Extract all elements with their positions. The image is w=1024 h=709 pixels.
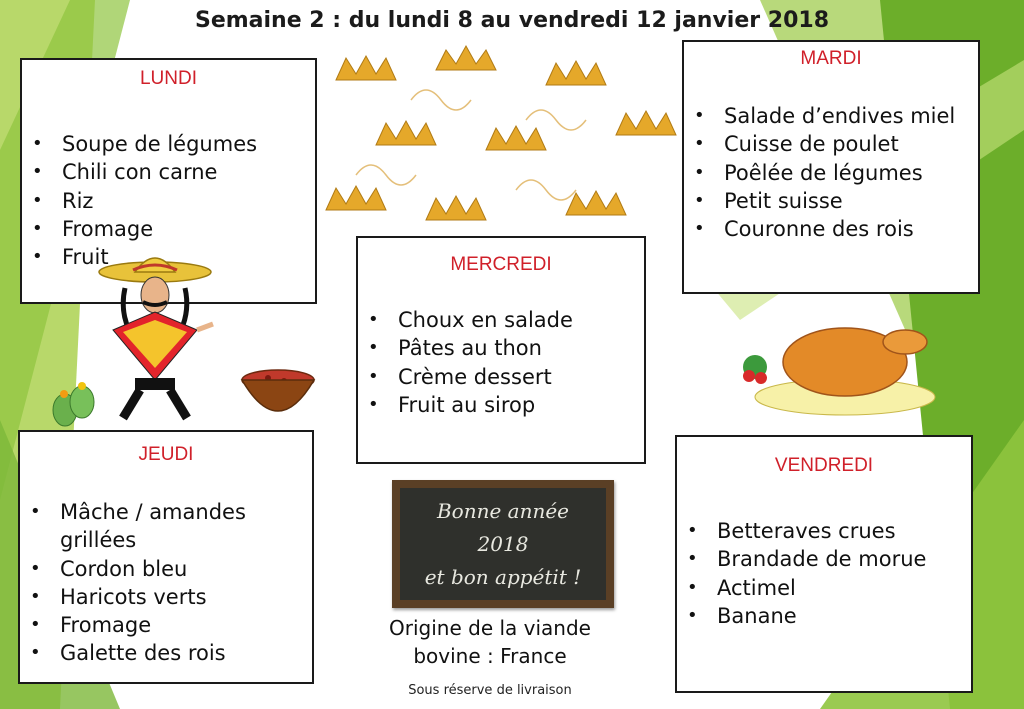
- list-item: • Mâche / amandes grillées: [20, 498, 312, 555]
- card-mardi: [682, 40, 980, 294]
- list-item: • Galette des rois: [20, 639, 312, 667]
- day-label-mardi: MARDI: [800, 48, 862, 69]
- day-label-mercredi: MERCREDI: [450, 254, 552, 275]
- menu-list-mercredi: [358, 306, 644, 419]
- list-item: • Couronne des rois: [684, 215, 978, 243]
- list-item: • Salade d’endives miel: [684, 102, 978, 130]
- chalkboard-line-3: et bon appétit !: [424, 564, 582, 589]
- mexican-man-icon: [95, 250, 215, 425]
- cactus-icon: [50, 378, 98, 428]
- chalkboard-line-2: 2018: [477, 531, 529, 556]
- roast-chicken-icon: [735, 312, 940, 422]
- origin-line-1: Origine de la viande: [389, 616, 591, 640]
- origin-line-2: bovine : France: [413, 644, 567, 668]
- chalkboard-line-1: Bonne année: [436, 498, 570, 523]
- menu-list-mardi: [684, 102, 978, 243]
- list-item: • Riz: [22, 187, 315, 215]
- chili-bowl-icon: [238, 362, 318, 422]
- list-item: • Banane: [677, 602, 971, 630]
- list-item: • Crème dessert: [358, 363, 644, 391]
- page-title: Semaine 2 : du lundi 8 au vendredi 12 janvier 2018: [194, 8, 829, 33]
- list-item: • Betteraves crues: [677, 517, 971, 545]
- menu-list-jeudi: [20, 498, 312, 668]
- list-item: • Poêlée de légumes: [684, 159, 978, 187]
- list-item: • Fruit: [22, 243, 315, 271]
- chalkboard: [392, 480, 614, 608]
- card-jeudi: [18, 430, 314, 684]
- day-label-lundi: LUNDI: [139, 68, 197, 89]
- list-item: • Haricots verts: [20, 583, 312, 611]
- card-vendredi: [675, 435, 973, 693]
- day-label-jeudi: JEUDI: [138, 444, 194, 465]
- crowns-pattern: [316, 40, 688, 236]
- meat-origin-note: [360, 614, 620, 670]
- list-item: • Chili con carne: [22, 158, 315, 186]
- menu-list-vendredi: [677, 517, 971, 630]
- chalkboard-surface: [400, 488, 606, 600]
- list-item: • Choux en salade: [358, 306, 644, 334]
- list-item: • Cordon bleu: [20, 555, 312, 583]
- list-item: • Fruit au sirop: [358, 391, 644, 419]
- delivery-note: Sous réserve de livraison: [408, 683, 572, 698]
- list-item: • Petit suisse: [684, 187, 978, 215]
- list-item: • Actimel: [677, 574, 971, 602]
- list-item: • Fromage: [20, 611, 312, 639]
- list-item: • Brandade de morue: [677, 545, 971, 573]
- card-mercredi: [356, 236, 646, 464]
- day-label-vendredi: VENDREDI: [774, 455, 874, 476]
- list-item: • Fromage: [22, 215, 315, 243]
- list-item: • Soupe de légumes: [22, 130, 315, 158]
- list-item: • Pâtes au thon: [358, 334, 644, 362]
- list-item: • Cuisse de poulet: [684, 130, 978, 158]
